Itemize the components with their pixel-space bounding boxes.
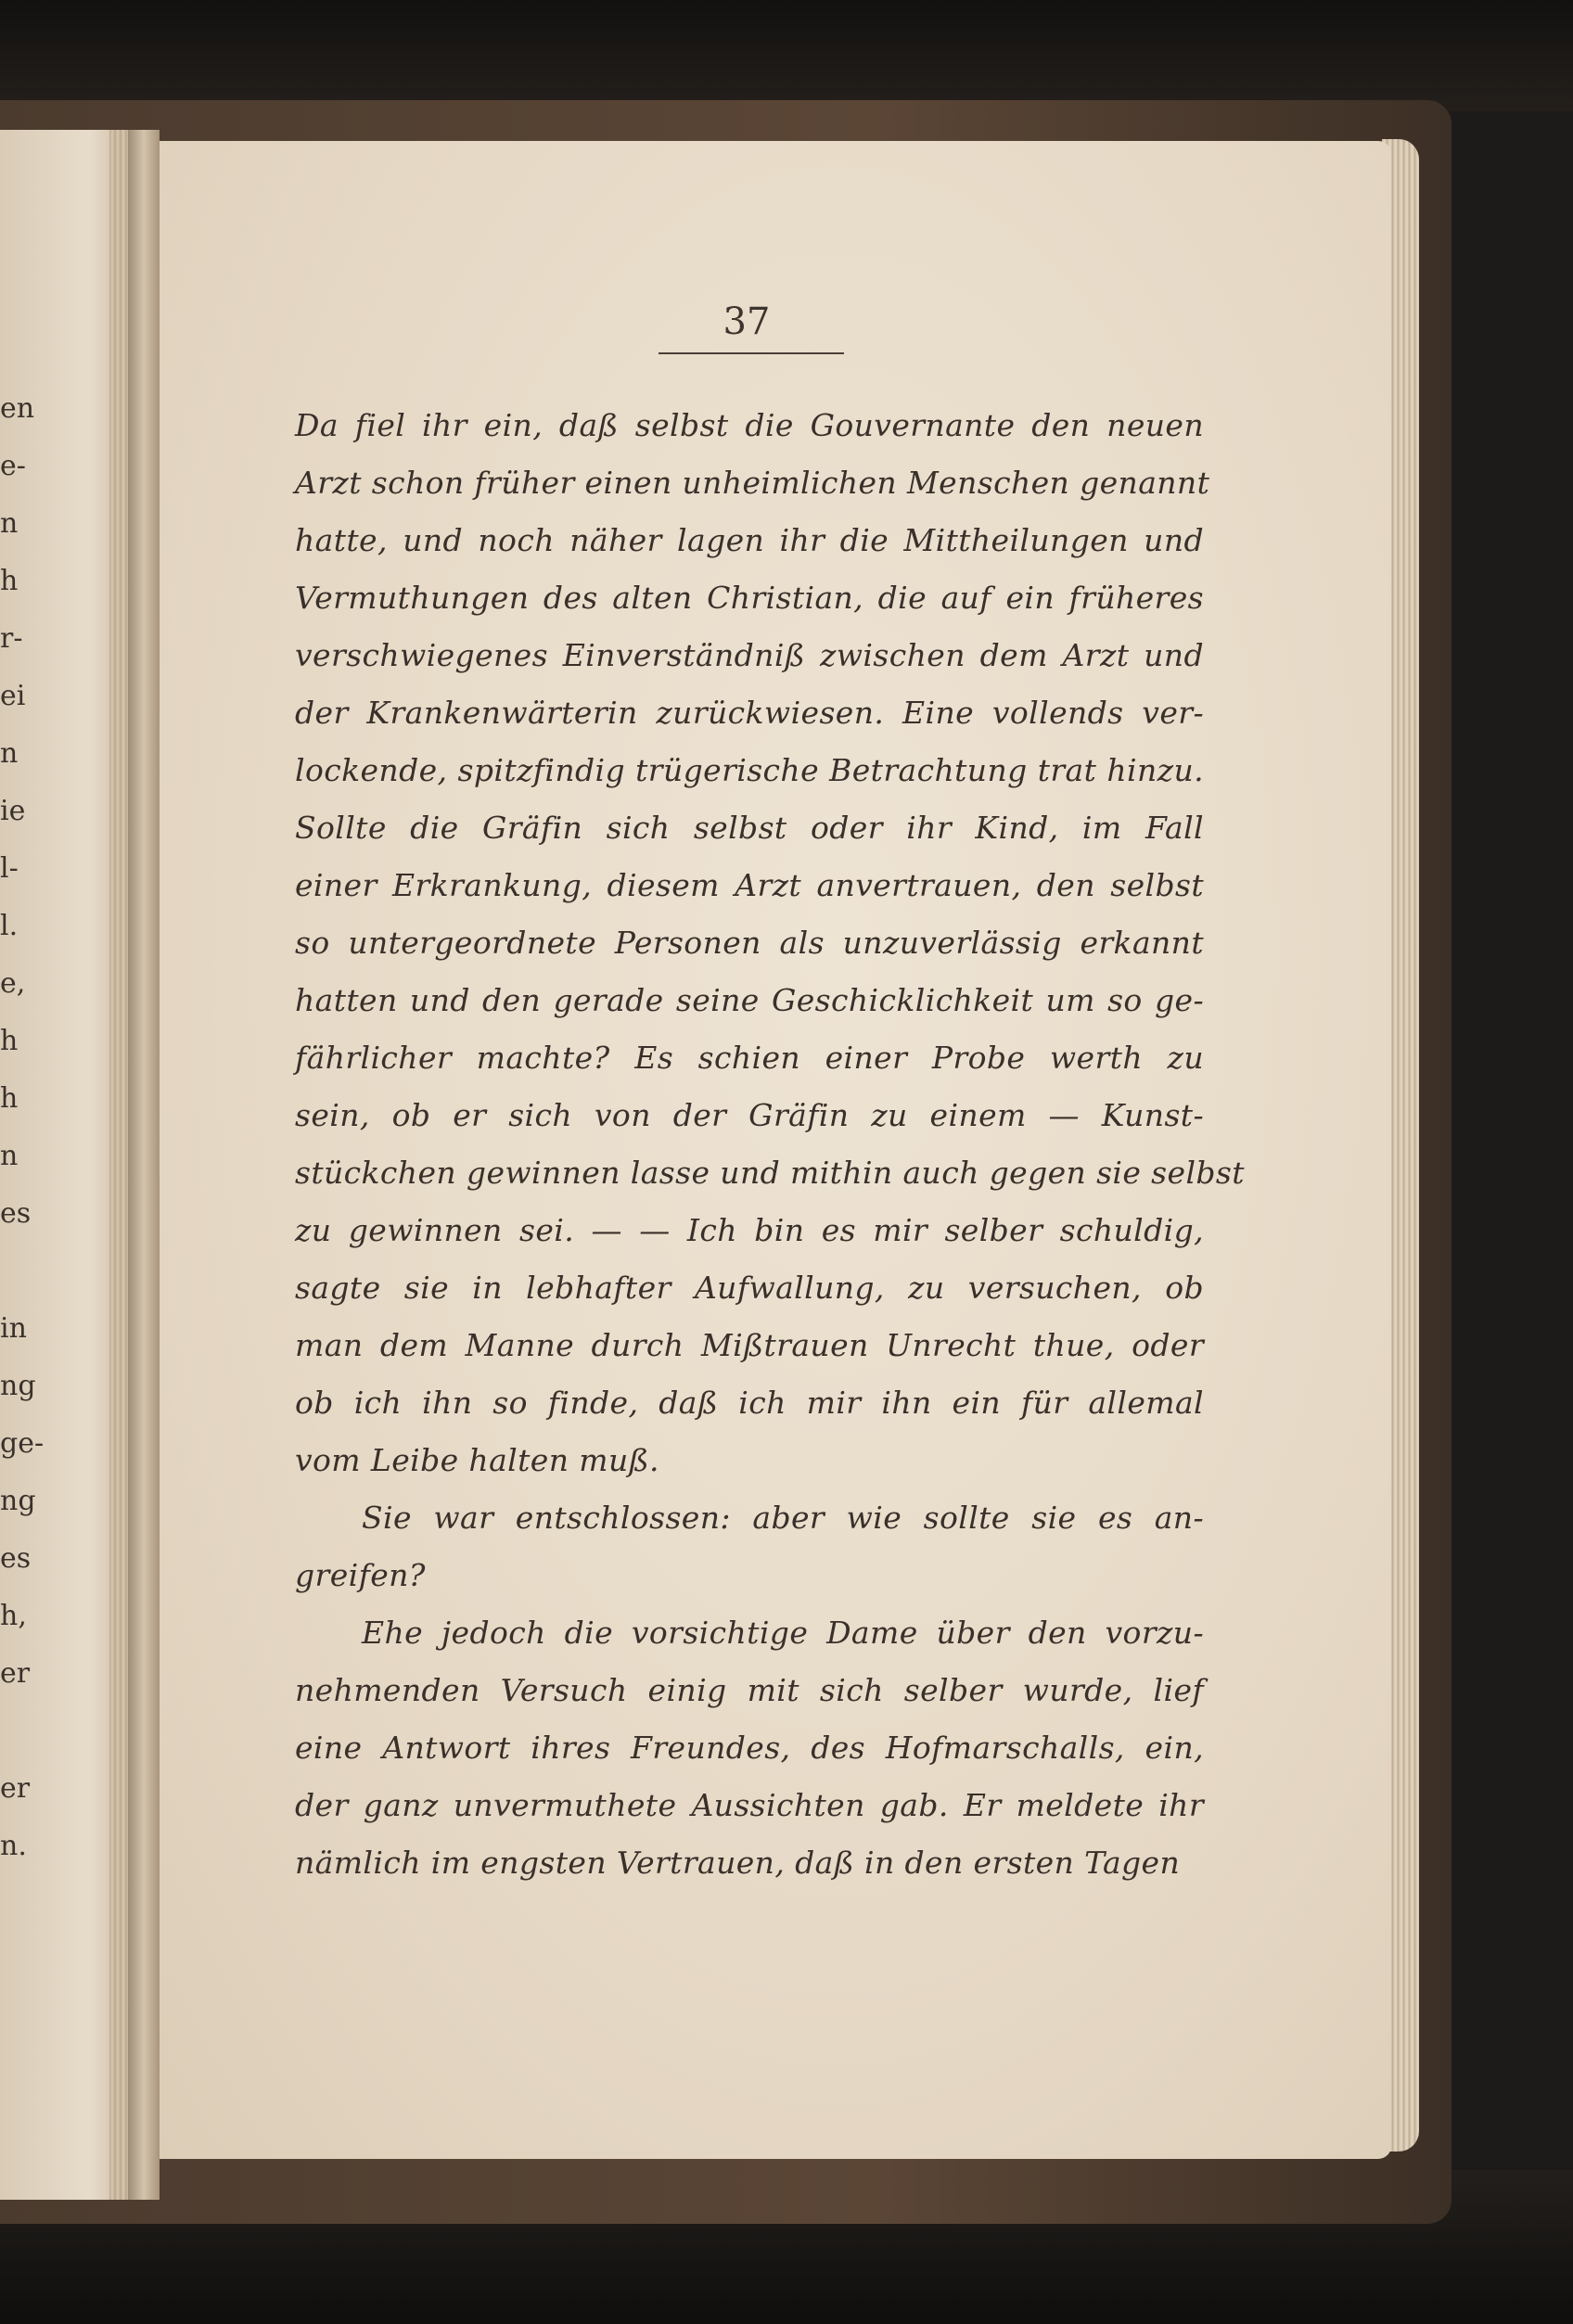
text-line: sein, ob er sich von der Gräfin zu einem — Kunst- — [295, 1097, 1204, 1133]
text-line: greifen? — [295, 1557, 426, 1593]
header-rule — [659, 352, 844, 354]
left-page-fragment: er — [0, 1657, 31, 1690]
text-line: nämlich im engsten Vertrauen, daß in den ersten Tagen — [295, 1845, 1181, 1881]
text-line: sagte sie in lebhafter Aufwallung, zu versuchen, ob — [295, 1270, 1204, 1306]
left-page-fragment: h, — [0, 1600, 27, 1632]
left-page-fragment: es — [0, 1542, 32, 1575]
text-line: ob ich ihn so finde, daß ich mir ihn ein für allemal — [295, 1385, 1204, 1421]
text-line: stückchen gewinnen lasse und mithin auch gegen sie selbst — [295, 1155, 1245, 1191]
text-line: Da fiel ihr ein, daß selbst die Gouvernante den neuen — [295, 407, 1204, 443]
text-line: zu gewinnen sei. — — Ich bin es mir selber schuldig, — [295, 1212, 1204, 1248]
left-page-fragment: h — [0, 1025, 19, 1057]
left-page-fragment: ng — [0, 1485, 36, 1517]
left-page-fragment: e, — [0, 967, 26, 1000]
text-line: einer Erkrankung, diesem Arzt anvertrauen, den selbst — [295, 867, 1204, 903]
dark-background-top — [0, 0, 1573, 111]
page-number: 37 — [723, 300, 771, 343]
left-page-fragment: n — [0, 1140, 19, 1172]
left-page-fragment — [0, 1703, 37, 1760]
left-page-fragment: h — [0, 1082, 19, 1115]
left-page-fragment: ge- — [0, 1427, 45, 1460]
left-page-fragment: ei — [0, 680, 26, 712]
text-line: eine Antwort ihres Freundes, des Hofmarschalls, ein, — [295, 1730, 1204, 1766]
left-page-fragment: e- — [0, 450, 26, 482]
book-gutter — [128, 130, 160, 2200]
left-page-fragment: n — [0, 737, 19, 770]
text-line: Ehe jedoch die vorsichtige Dame über den vorzu- — [362, 1615, 1204, 1651]
left-page-fragment — [0, 1243, 37, 1300]
left-page-fragment: n — [0, 507, 19, 540]
left-page-fragment: er — [0, 1772, 31, 1805]
text-line: Arzt schon früher einen unheimlichen Menschen genannt — [295, 465, 1210, 501]
text-line: der Krankenwärterin zurückwiesen. Eine vollends ver- — [295, 695, 1204, 731]
left-page-text-fragments — [0, 380, 45, 1875]
left-page-edge — [109, 130, 128, 2200]
text-line: hatte, und noch näher lagen ihr die Mittheilungen und — [295, 522, 1204, 558]
text-line: fährlicher machte? Es schien einer Probe werth zu — [295, 1040, 1204, 1076]
body-text — [295, 397, 1245, 1892]
text-line: verschwiegenes Einverständniß zwischen dem Arzt und — [295, 637, 1204, 673]
left-page-fragment: es — [0, 1197, 32, 1230]
left-page-fragment: in — [0, 1312, 27, 1345]
text-line: vom Leibe halten muß. — [295, 1442, 659, 1478]
text-line: der ganz unvermuthete Aussichten gab. Er meldete ihr — [295, 1787, 1204, 1823]
left-page-fragment: en — [0, 392, 35, 425]
text-line: man dem Manne durch Mißtrauen Unrecht thue, oder — [295, 1327, 1204, 1363]
text-line: so untergeordnete Personen als unzuverlässig erkannt — [295, 925, 1204, 961]
left-page-fragment: ng — [0, 1370, 36, 1402]
left-page-fragment: l- — [0, 852, 19, 885]
left-page — [0, 130, 128, 2200]
text-line: Vermuthungen des alten Christian, die auf ein früheres — [295, 580, 1204, 616]
text-line: Sie war entschlossen: aber wie sollte sie es an- — [362, 1500, 1204, 1536]
left-page-fragment: n. — [0, 1830, 27, 1862]
left-page-fragment: h — [0, 565, 19, 597]
left-page-fragment: l. — [0, 910, 19, 942]
text-line: hatten und den gerade seine Geschicklichkeit um so ge- — [295, 982, 1204, 1018]
left-page-fragment: r- — [0, 622, 23, 655]
text-line: nehmenden Versuch einig mit sich selber wurde, lief — [295, 1672, 1204, 1708]
text-line: lockende, spitzfindig trügerische Betrachtung trat hinzu. — [295, 752, 1204, 788]
left-page-fragment: ie — [0, 795, 26, 827]
text-line: Sollte die Gräfin sich selbst oder ihr Kind, im Fall — [295, 810, 1204, 846]
